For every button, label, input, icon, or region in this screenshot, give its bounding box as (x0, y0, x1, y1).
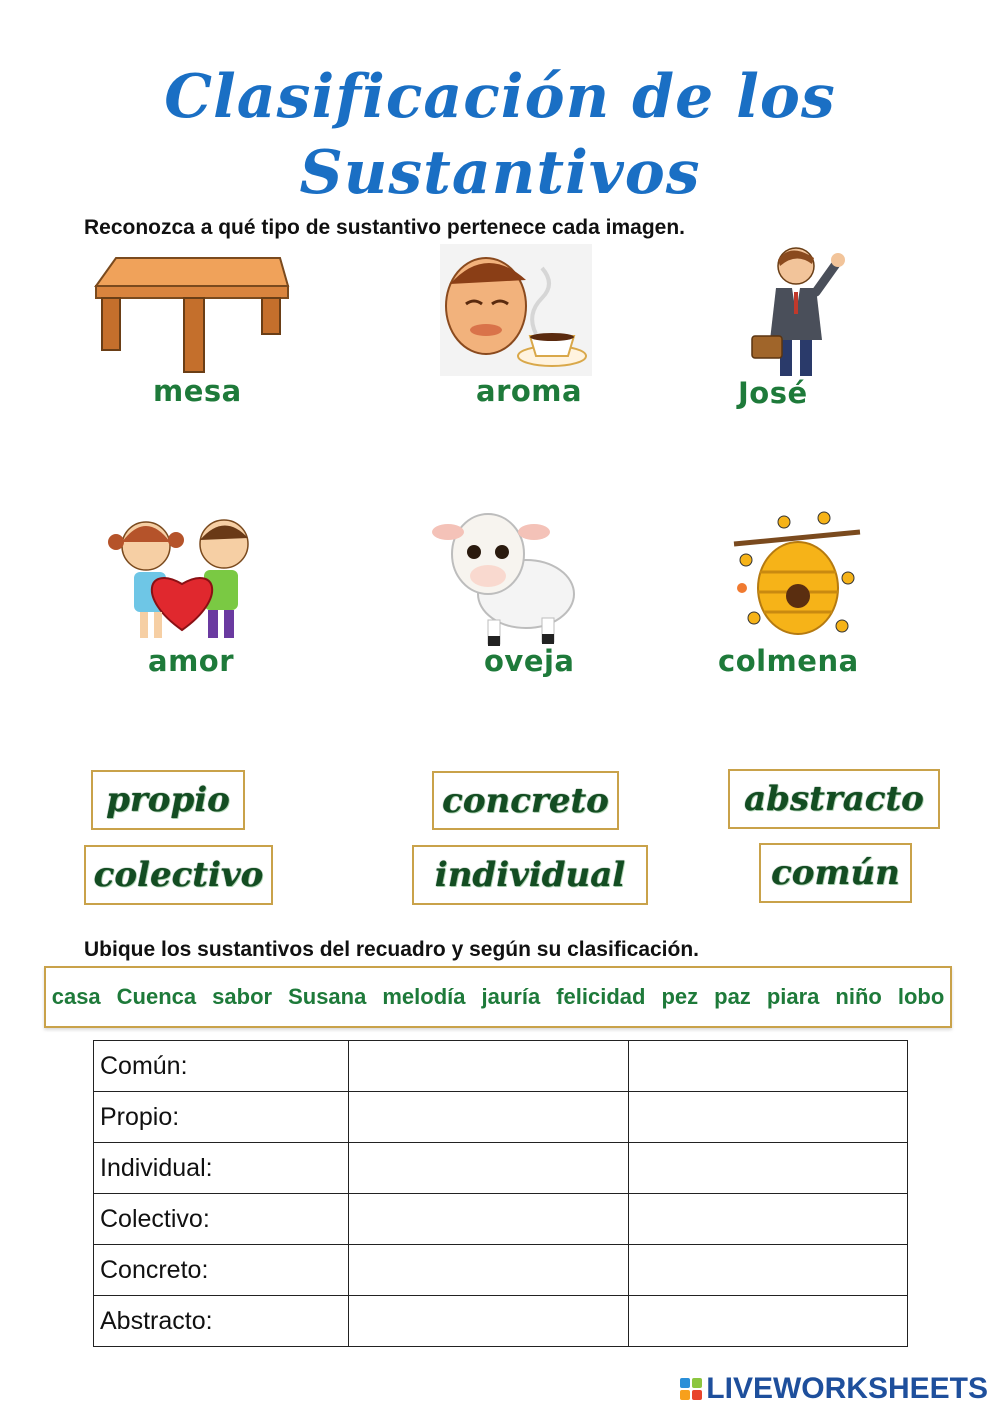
word-bank-item: felicidad (556, 984, 646, 1009)
card-colectivo[interactable]: colectivo (84, 845, 273, 905)
answer-cell[interactable] (349, 1296, 628, 1347)
picture-label-aroma: aroma (476, 374, 583, 408)
brand-name: LIVEWORKSHEETS (706, 1372, 988, 1405)
row-label-abstracto: Abstracto: (94, 1296, 349, 1347)
answer-cell[interactable] (349, 1143, 628, 1194)
picture-label-colmena: colmena (718, 644, 859, 678)
page-title-line-1: Clasificación de los (164, 62, 836, 132)
word-bank-item: paz (714, 984, 751, 1009)
picture-label-amor: amor (148, 644, 235, 678)
card-propio[interactable]: propio (91, 770, 245, 830)
logo-mark-icon (680, 1378, 702, 1400)
sheep-icon (430, 506, 580, 650)
row-label-comun: Común: (94, 1041, 349, 1092)
word-bank-item: melodía (382, 984, 466, 1009)
row-label-individual: Individual: (94, 1143, 349, 1194)
word-bank-item: piara (766, 984, 820, 1009)
answer-cell[interactable] (349, 1245, 628, 1296)
word-bank-item: casa (51, 984, 101, 1009)
beehive-icon (724, 508, 864, 648)
card-concreto[interactable]: concreto (432, 771, 619, 830)
row-label-colectivo: Colectivo: (94, 1194, 349, 1245)
answer-cell[interactable] (628, 1143, 907, 1194)
answer-cell[interactable] (628, 1041, 907, 1092)
word-bank-item: Cuenca (116, 984, 197, 1009)
word-bank-item: pez (661, 984, 699, 1009)
table-icon (92, 250, 292, 376)
table-row (94, 1041, 908, 1092)
table-row (94, 1296, 908, 1347)
table-row (94, 1245, 908, 1296)
answer-cell[interactable] (349, 1194, 628, 1245)
answer-cell[interactable] (349, 1041, 628, 1092)
picture-label-jose: José (738, 376, 808, 410)
businessman-icon (750, 244, 850, 382)
picture-label-oveja: oveja (484, 644, 575, 678)
picture-label-mesa: mesa (153, 374, 242, 408)
row-label-propio: Propio: (94, 1092, 349, 1143)
coffee-smell-icon (440, 244, 592, 376)
children-heart-icon (96, 512, 266, 648)
table-row (94, 1143, 908, 1194)
word-bank-item: sabor (212, 984, 273, 1009)
answer-cell[interactable] (628, 1296, 907, 1347)
page-title-line-2: Sustantivos (299, 138, 701, 208)
word-bank-item: niño (835, 984, 882, 1009)
table-row (94, 1092, 908, 1143)
card-comun[interactable]: común (759, 843, 912, 903)
instruction-classify: Ubique los sustantivos del recuadro y según su clasificación. (84, 938, 700, 961)
word-bank-item: jauría (481, 984, 541, 1009)
table-row (94, 1194, 908, 1245)
answer-cell[interactable] (628, 1245, 907, 1296)
classification-table (93, 1040, 908, 1347)
answer-cell[interactable] (628, 1194, 907, 1245)
liveworksheets-logo (680, 1372, 988, 1406)
instruction-recognize: Reconozca a qué tipo de sustantivo pertenece cada imagen. (84, 216, 686, 239)
card-abstracto[interactable]: abstracto (728, 769, 940, 829)
answer-cell[interactable] (349, 1092, 628, 1143)
answer-cell[interactable] (628, 1092, 907, 1143)
row-label-concreto: Concreto: (94, 1245, 349, 1296)
word-bank-item: Susana (288, 984, 367, 1009)
word-bank (44, 966, 952, 1028)
card-individual[interactable]: individual (412, 845, 648, 905)
word-bank-item: lobo (897, 984, 945, 1009)
